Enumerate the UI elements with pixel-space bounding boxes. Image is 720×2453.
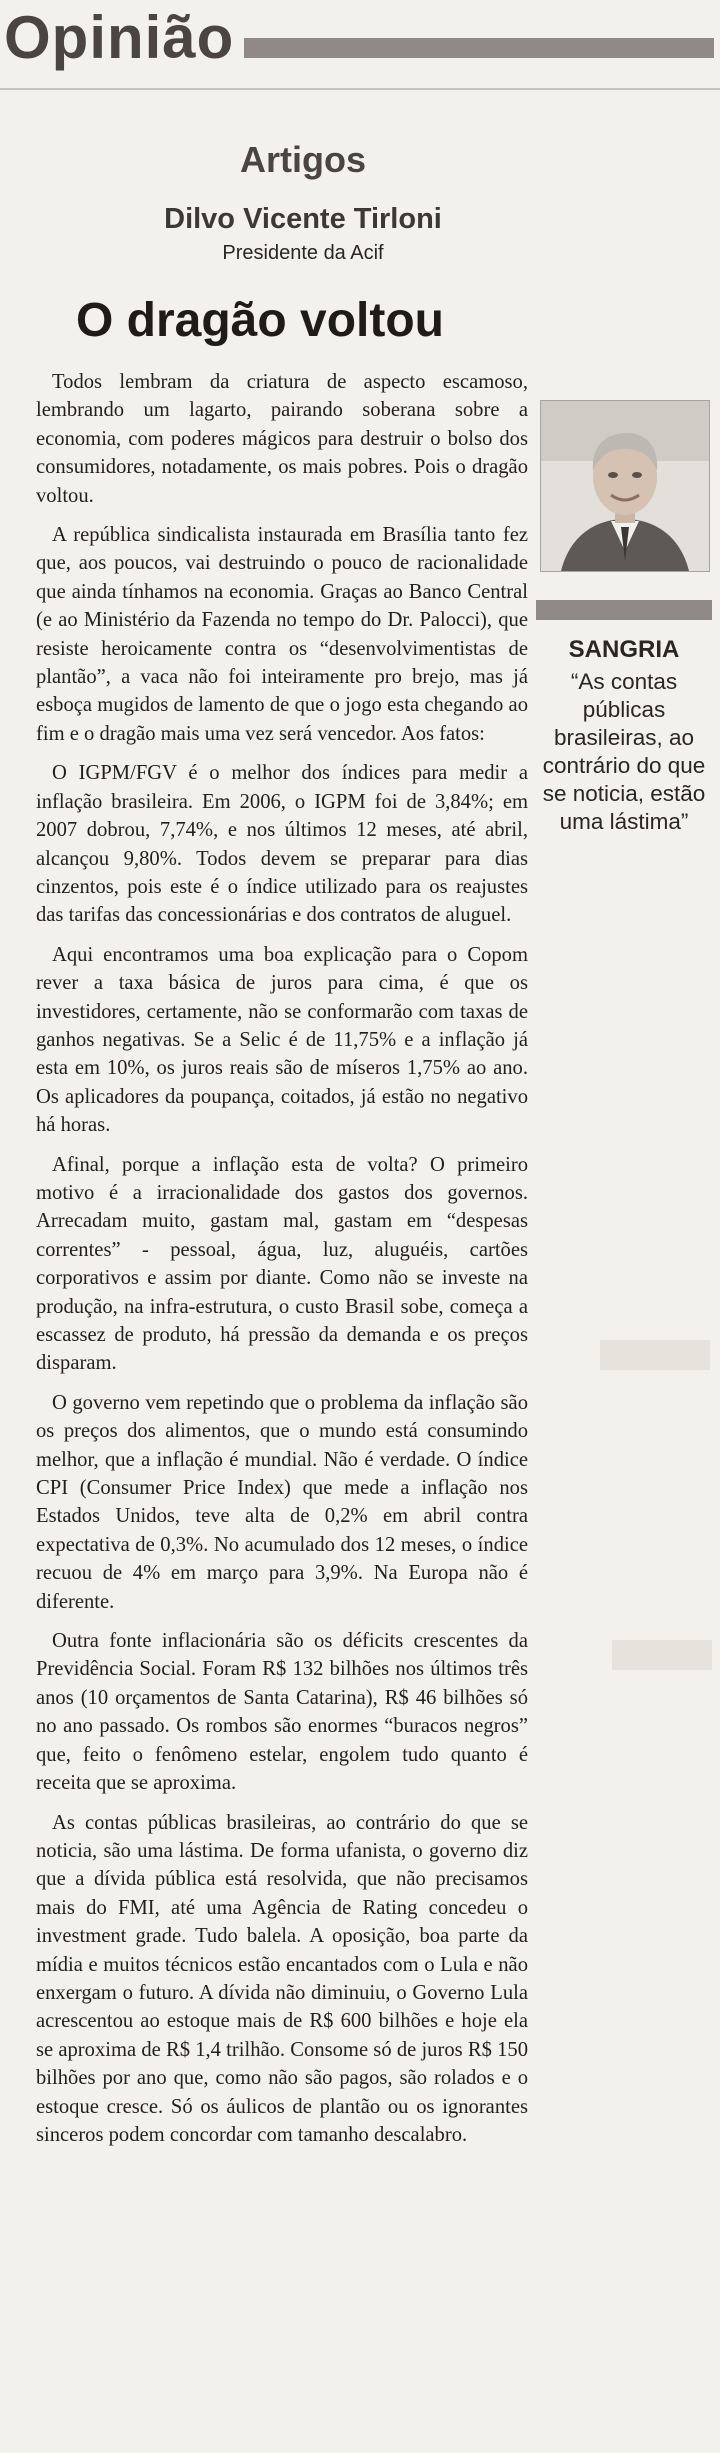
- article-body: [36, 368, 528, 2160]
- article-paragraph: Outra fonte inflacionária são os déficits crescentes da Previdência Social. Foram R$ 132 bilhões nos últimos três anos (10 orçamentos de Santa Catarina), R$ 46 bilhões só no ano passado. Os rombos são enormes “buracos negros” que, feito o fenômeno estelar, engolem tudo quanto é receita que se aproxima.: [36, 1630, 528, 1795]
- sidebar-divider-bar: [536, 600, 712, 620]
- pull-quote-text: “As contas públicas brasileiras, ao contrário do que se noticia, estão uma lástima”: [542, 669, 706, 834]
- article-author: Dilvo Vicente Tirloni: [164, 203, 442, 235]
- article-paragraph: A república sindicalista instaurada em Brasília tanto fez que, aos poucos, vai destruindo o pouco de racionalidade que ainda tínhamos na economia. Graças ao Banco Central (e ao Ministério da Fazenda no tempo do Dr. Palocci), que resiste heroicamente contra os “desenvolvimentistas de plantão”, a vaca não foi inteiramente pro brejo, mas já esboça mugidos de lamento de que o jogo esta chegando ao fim e o dragão mais uma vez será vencedor. Aos fatos:: [36, 524, 528, 745]
- article-paragraph: As contas públicas brasileiras, ao contrário do que se noticia, são uma lástima. De forma ufanista, o governo diz que a dívida pública está resolvida, que não precisamos mais do FMI, até uma Agência de Rating concedeu o investment grade. Tudo balela. A oposição, boa parte da mídia e muitos técnicos estão encantados com o Lula e não enxergam o futuro. A dívida não diminuiu, o Governo Lula acrescentou ao estoque mais de R$ 600 bilhões e hoje ela se aproxima de R$ 1,4 trilhão. Consome só de juros R$ 150 bilhões por ano que, como não são pagos, são rolados e o estoque cresce. Só os áulicos de plantão ou os ignorantes sinceros podem concordar com tamanho descalabro.: [36, 1811, 528, 2146]
- article-paragraph: O governo vem repetindo que o problema da inflação são os preços dos alimentos, que o mundo está consumindo melhor, que a inflação é mundial. Não é verdade. O índice CPI (Consumer Price Index) que mede a inflação nos Estados Unidos, teve alta de 0,2% em abril contra expectativa de 0,3%. No acumulado dos 12 meses, o índice recuou de 4% em março para 3,9%. Na Europa não é diferente.: [36, 1391, 528, 1613]
- author-role: Presidente da Acif: [222, 242, 384, 264]
- article-paragraph: Aqui encontramos uma boa explicação para o Copom rever a taxa básica de juros para cima, é que os investidores, certamente, não se conformarão com taxas de ganhos negativas. Se a Selic é de 11,75% e a inflação já esta em 10%, os juros reais são de míseros 1,75% ao ano. Os aplicadores da poupança, coitados, já estão no negativo há horas.: [36, 943, 528, 1137]
- bleed-through-shape: [612, 1640, 712, 1670]
- section-header-bar: [244, 38, 714, 58]
- section-title: Opinião: [4, 4, 235, 71]
- author-photo: [540, 400, 710, 572]
- article-paragraph: Afinal, porque a inflação esta de volta? O primeiro motivo é a irracionalidade dos gastos dos governos. Arrecadam muito, gastam mal, gastam em “despesas correntes” - pessoal, água, luz, aluguéis, cartões corporativos e assim por diante. Como não se investe na produção, na infra-estrutura, o custo Brasil sobe, começa a escassez de produto, há pressão da demanda e os preços disparam.: [36, 1153, 528, 1375]
- article-sidebar: [536, 400, 712, 836]
- section-header-rule: [0, 88, 720, 90]
- article-headline: O dragão voltou: [75, 294, 444, 347]
- author-portrait-illustration: [541, 401, 709, 571]
- article-paragraph: Todos lembram da criatura de aspecto escamoso, lembrando um lagarto, pairando soberana sobre a economia, com poderes mágicos para destruir o bolso dos consumidores, notadamente, os mais pobres. Pois o dragão voltou.: [36, 371, 528, 507]
- article-paragraph: O IGPM/FGV é o melhor dos índices para medir a inflação brasileira. Em 2006, o IGPM foi de 3,84%; em 2007 dobrou, 7,74%, e nos últimos 12 meses, até abril, alcançou 9,80%. Todos devem se preparar para dias cinzentos, pois este é o índice utilizado para os reajustes das tarifas das concessionárias e dos contratos de aluguel.: [36, 762, 528, 927]
- section-header: [0, 0, 720, 92]
- bleed-through-shape: [600, 1340, 710, 1370]
- pull-quote-label: SANGRIA: [568, 636, 680, 663]
- article-kicker: Artigos: [240, 139, 366, 180]
